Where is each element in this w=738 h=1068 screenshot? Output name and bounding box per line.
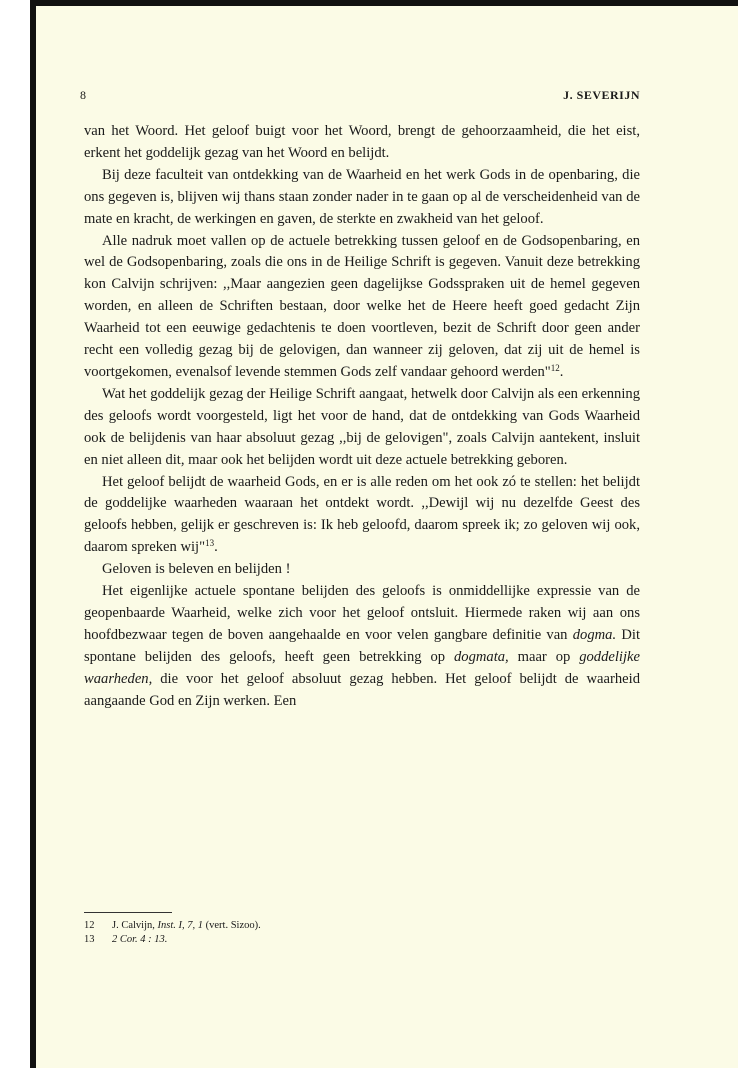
paragraph: Geloven is beleven en belijden ! [102,561,291,578]
footnote-divider [84,912,172,913]
footnote-number: 13 [84,934,95,945]
paragraph: Alle nadruk moet vallen op de actuele betrekking tussen geloof en de Godsopenbaring, en wel de Godsopenbaring, zoals die ons in de Heilige Schrift is gegeven. Vanuit deze betrekking kon Calvijn schrijven: ,,Maar aangezien geen dagelijkse Godsspraken uit de hemel gegeven worden, en alleen de Schriften bestaan, door welke het de Heere heeft goed gedacht Zijn Waarheid tot een eeuwige gedachtenis te doen voortleven, bezit de Schrift door geen ander recht een volledig gezag bij de gelovigen, dan wanneer zij geloven, dat zij uit de hemel is voortgekomen, evenalsof levende stemmen Gods zelf vandaar gehoord werden"$^{12}$. [84,232,640,380]
page-header [80,88,640,108]
footnote-number: 12 [84,920,95,931]
body-text [84,121,640,712]
footnote-ref: 12 [550,362,560,373]
footnotes [84,912,640,947]
paragraph: Bij deze faculteit van ontdekking van de Waarheid en het werk Gods in de openbaring, die ons gegeven is, blijven wij thans staan zonder nader in te gaan op al de verscheidenheid van de mate en kracht, de werkingen en gaven, de sterkte en zwakheid van het geloof. [84,166,640,227]
footnote: 12 J. Calvijn, Inst. I, 7, 1 (vert. Sizoo). [84,920,261,931]
running-head-author: J. SEVERIJN [563,88,640,102]
paragraph: Het eigenlijke actuele spontane belijden des geloofs is onmiddellijke expressie van de geopenbaarde Waarheid, welke zich voor het geloof ontsluit. Hiermede raken wij aan ons hoofdbezwaar tegen de boven aangehaalde en voor velen gangbare definitie van dogma. Dit spontane belijden des geloofs, heeft geen betrekking op dogmata, maar op goddelijke waarheden, die voor het geloof absoluut gezag hebben. Het geloof belijdt de waarheid aangaande God en Zijn werken. Een [84,583,640,709]
paragraph: Wat het goddelijk gezag der Heilige Schrift aangaat, hetwelk door Calvijn als een erkenning des geloofs wordt voorgesteld, ligt het voor de hand, dat de ontdekking van Gods Waarheid ook de belijdenis van haar absoluut gezag ,,bij de gelovigen", zoals Calvijn aantekent, insluit en niet alleen dit, maar ook het belijden wordt uit deze actuele betrekking geboren. [84,385,640,468]
footnote-ref: 13 [205,538,215,549]
page-number: 8 [80,88,87,102]
paragraph: van het Woord. Het geloof buigt voor het Woord, brengt de gehoorzaamheid, die het eist, erkent het goddelijk gezag van het Woord en belijdt. [84,123,640,161]
paragraph: Het geloof belijdt de waarheid Gods, en er is alle reden om het ook zó te stellen: het belijdt de goddelijke waarheden waaraan het ontdekt wordt. ,,Dewijl wij nu dezelfde Geest des geloofs hebben, gelijk er geschreven is: Ik heb geloofd, daarom spreek ik; zo geloven wij ook, daarom spreken wij"$^{13}$. [84,473,640,556]
footnote: 13 2 Cor. 4 : 13. [84,934,168,945]
